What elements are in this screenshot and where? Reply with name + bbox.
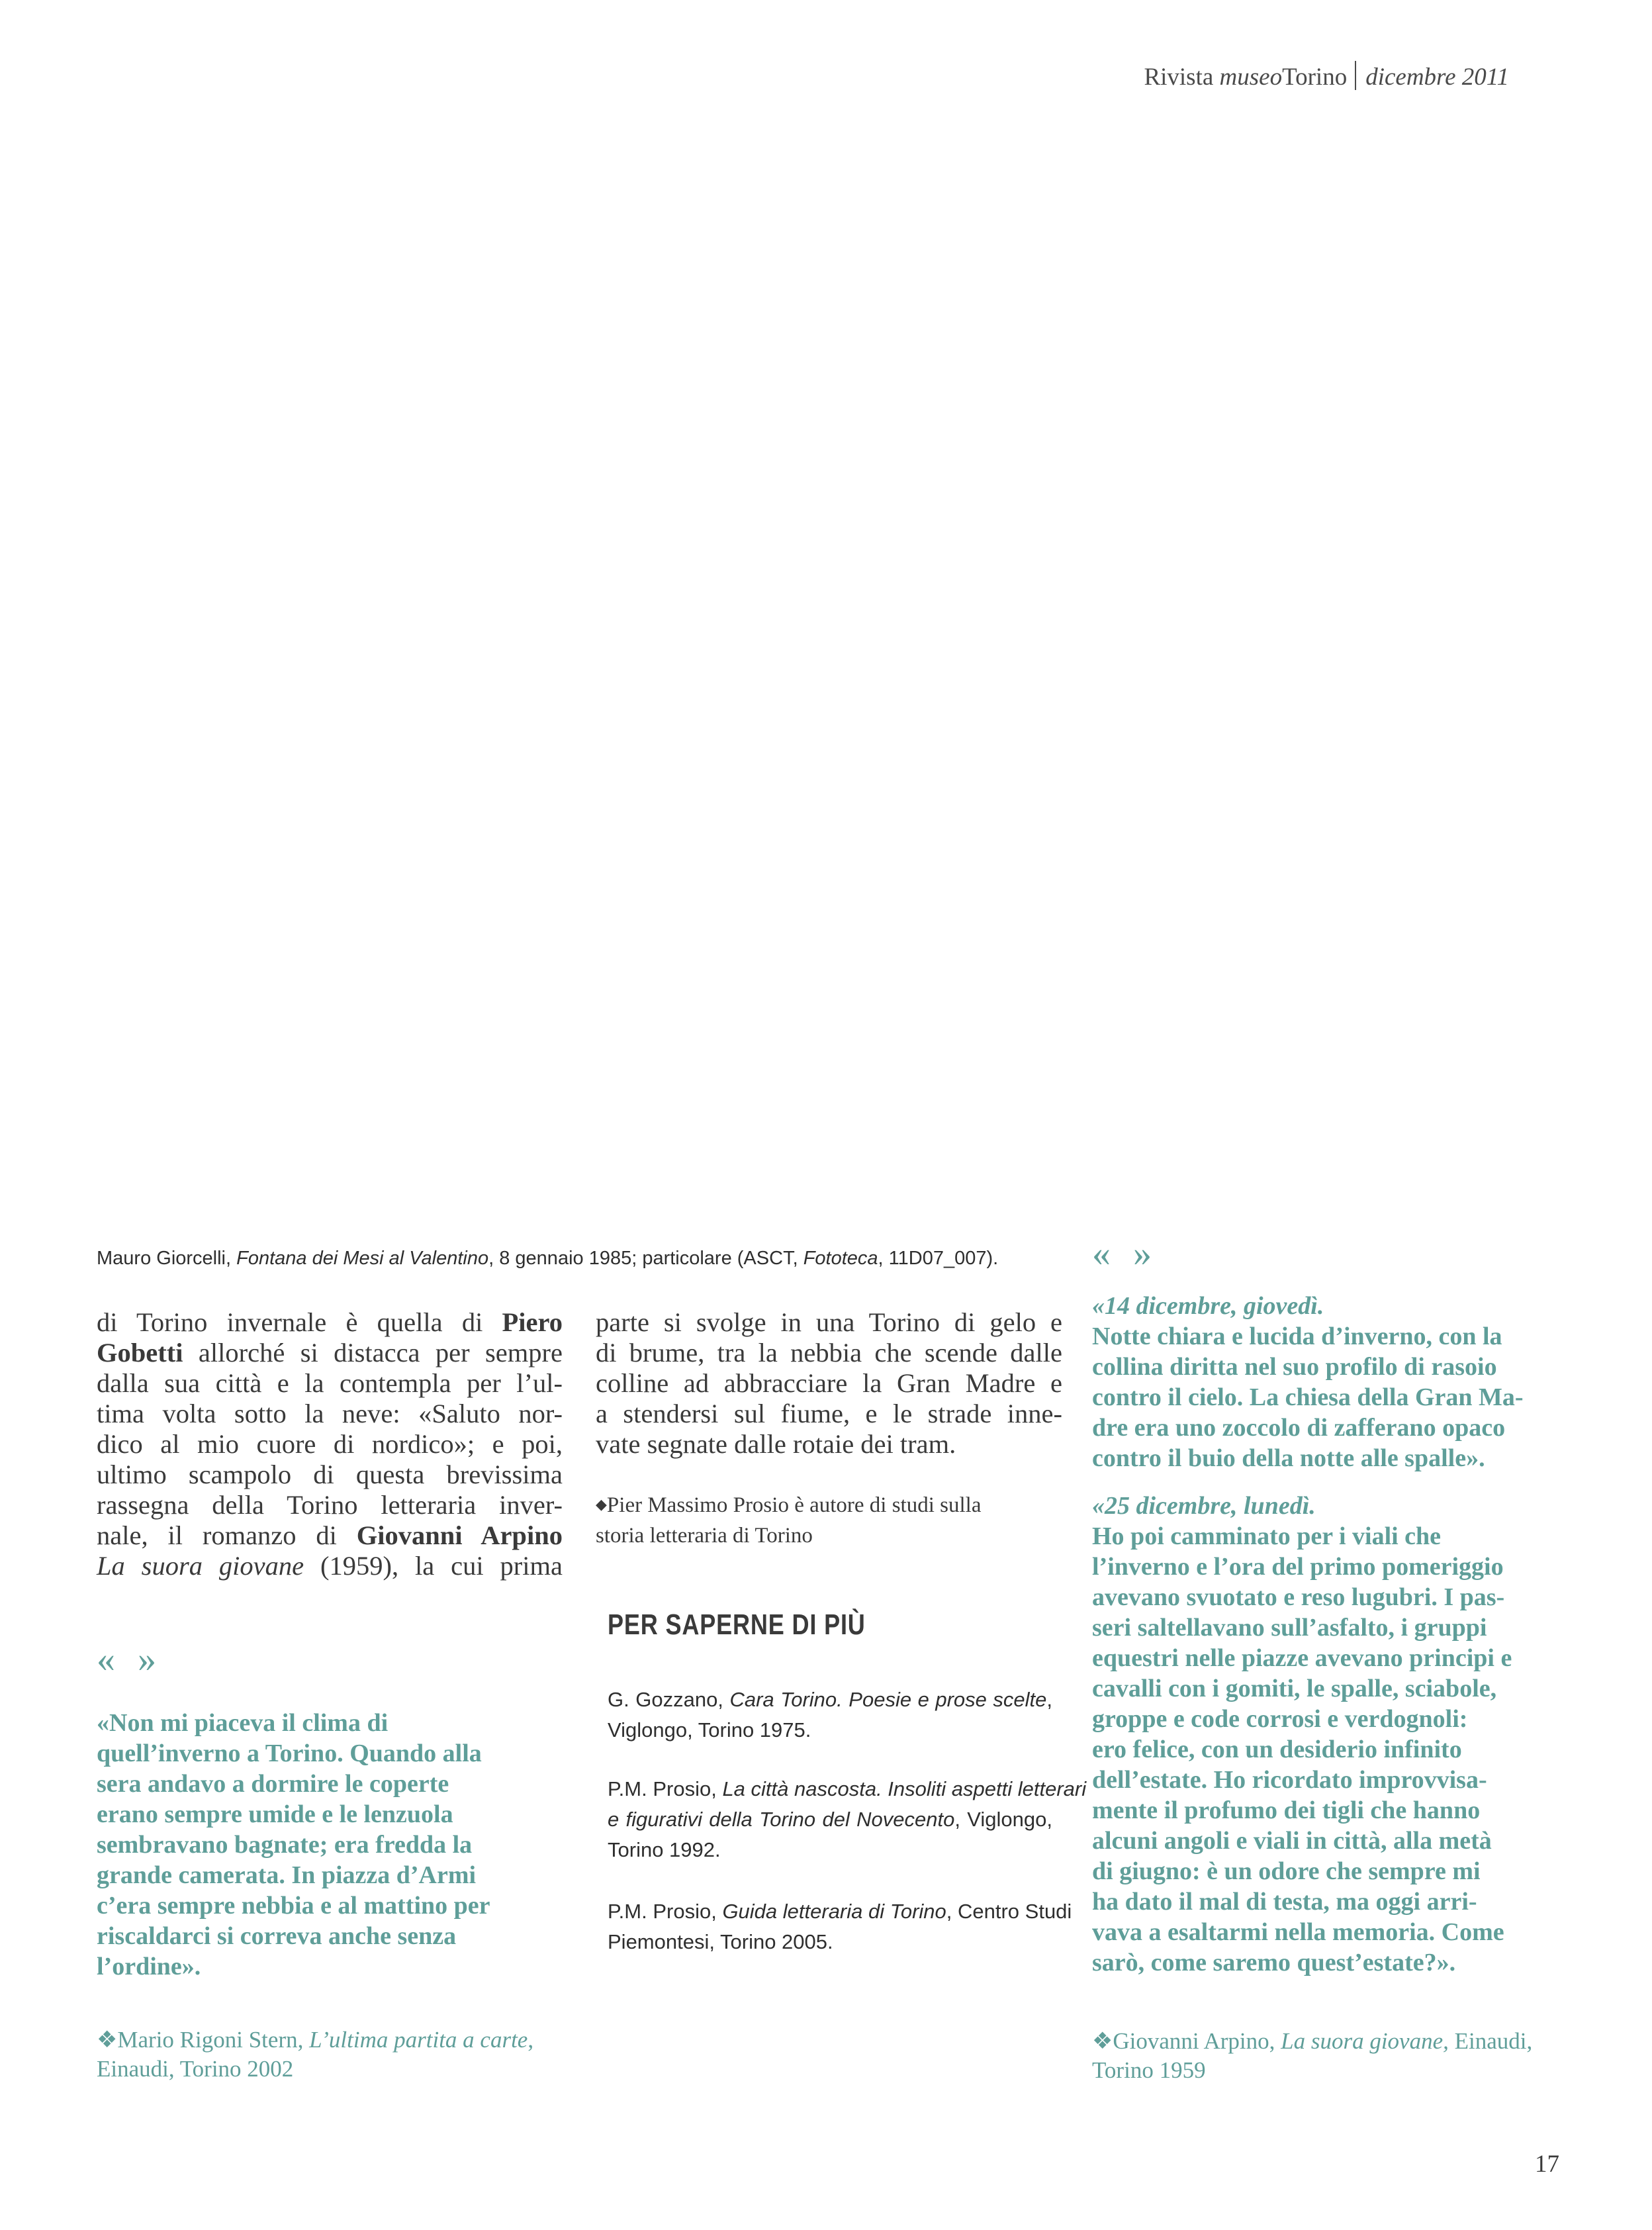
photo-caption: Mauro Giorcelli, Fontana dei Mesi al Valentino, 8 gennaio 1985; particolare (ASCT, Fototeca, 11D07_007). [97,1248,999,1269]
text-line: dico al mio cuore di nordico»; e poi, [97,1429,563,1459]
header-divider [1355,61,1356,90]
text-line: parte si svolge in una Torino di gelo e [596,1307,1062,1337]
text-line: ultimo scampolo di questa brevissima [97,1460,563,1489]
quote-marks-icon: « » [97,1639,163,1680]
quote-1-source: ❖Mario Rigoni Stern, L’ultima partita a carte, Einaudi, Torino 2002 [97,2027,534,2082]
text-line: rassegna della Torino letteraria inver- [97,1490,563,1520]
quote-2-source: ❖Giovanni Arpino, La suora giovane, Einaudi, Torino 1959 [1092,2028,1533,2083]
publication-name: Rivista museoTorino [1144,64,1348,91]
fleuron-icon: ❖ [1092,2028,1113,2054]
quote-date: «25 dicembre, lunedì. [1092,1492,1316,1520]
author-note: ◆Pier Massimo Prosio è autore di studi sulla storia letteraria di Torino [596,1493,982,1548]
bibliography-heading: PER SAPERNE DI PIÙ [608,1608,866,1641]
body-column-1 [97,1307,563,1581]
bibliography-entry: P.M. Prosio, La città nascosta. Insoliti aspetti letterari e figurativi della Torino del Novecento, Viglongo, Torino 1992. [608,1777,1087,1861]
quote-marks-icon: « » [1092,1233,1158,1274]
bibliography-entry: P.M. Prosio, Guida letteraria di Torino, Centro Studi Piemontesi, Torino 2005. [608,1900,1072,1953]
text-line: colline ad abbracciare la Gran Madre e [596,1368,1062,1398]
text-line: dalla sua città e la contempla per l’ul- [97,1368,563,1398]
running-header [1144,61,1509,91]
issue-date: dicembre 2011 [1365,64,1509,91]
text-line: Gobetti allorché si distacca per sempre [97,1338,563,1368]
text-line: vate segnate dalle rotaie dei tram. [596,1429,956,1459]
page-number: 17 [1535,2151,1559,2178]
text-line: di brume, tra la nebbia che scende dalle [596,1338,1062,1368]
body-column-2 [596,1307,1062,1460]
text-line: La suora giovane (1959), la cui prima [97,1551,563,1581]
bibliography-entry: G. Gozzano, Cara Torino. Poesie e prose scelte, Viglongo, Torino 1975. [608,1688,1052,1742]
text-line: nale, il romanzo di Giovanni Arpino [97,1520,563,1550]
quote-date: «14 dicembre, giovedì. [1092,1292,1324,1320]
pull-quote-1: «Non mi piaceva il clima di quell’inverno a Torino. Quando alla sera andavo a dormire le coperte erano sempre umide e le lenzuola sembravano bagnate; era fredda la grande camerata. In piazza d’Armi c’era sempre nebbia e al mattino per riscaldarci si correva anche senza l’ordine». [97,1709,490,1980]
fleuron-icon: ❖ [97,2027,118,2053]
pull-quote-2: «14 dicembre, giovedì. Notte chiara e lucida d’inverno, con la collina diritta nel suo profilo di rasoio contro il cielo. La chiesa della Gran Ma- dre era uno zoccolo di zafferano opaco contro il buio della notte alle spalle». «25 dicembre, lunedì. Ho poi camminato per i viali che l’inverno e l’ora del primo pomeriggio avevano svuotato e reso lugubri. I pas- seri saltellavano sull’asfalto, i gruppi equestri nelle piazze avevano principi e cavalli con i gomiti, le spalle, sciabole, groppe e code corrosi e verdognoli: ero felice, con un desiderio infinito dell’estate. Ho ricordato improvvisa- mente il profumo dei tigli che hanno alcuni angoli e viali in città, alla metà di giugno: è un odore che sempre mi ha dato il mal di testa, ma oggi arri- vava a esaltarmi nella memoria. Come sarò, come saremo quest’estate?». [1092,1291,1555,1978]
text-line: di Torino invernale è quella di Piero [97,1307,563,1337]
text-line: a stendersi sul fiume, e le strade inne- [596,1399,1062,1428]
text-line: tima volta sotto la neve: «Saluto nor- [97,1399,563,1428]
diamond-icon: ◆ [596,1496,607,1512]
